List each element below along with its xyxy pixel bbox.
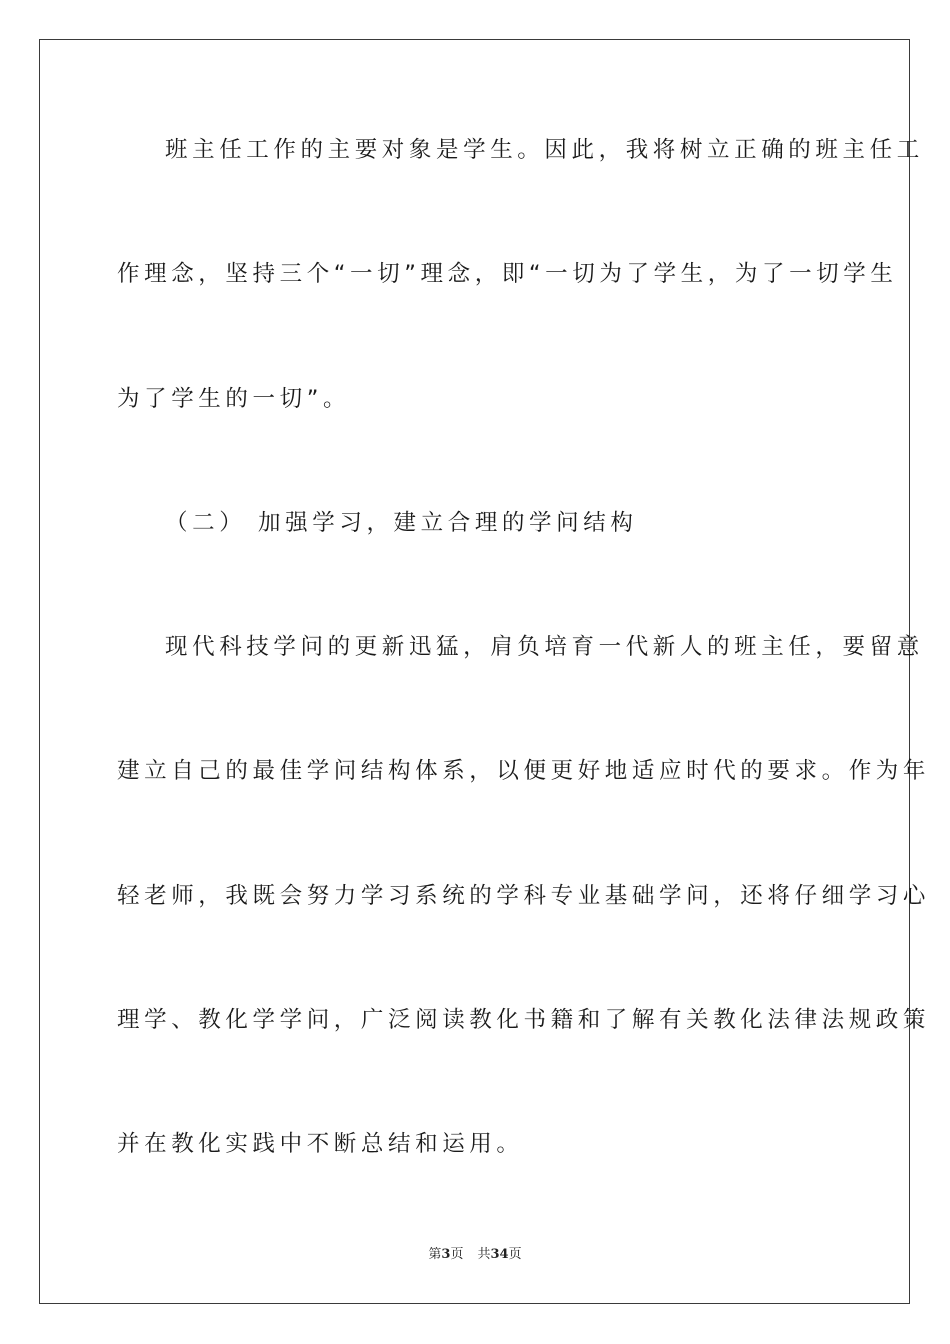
page-number: 3 [441,1247,451,1262]
paragraph-line-8: 理学、教化学学问，广泛阅读教化书籍和了解有关教化法律法规政策 [117,1007,931,1033]
paragraph-line-6: 建立自己的最佳学问结构体系，以便更好地适应时代的要求。作为年 [117,758,931,784]
total-pages: 34 [490,1247,509,1262]
paragraph-line-9: 并在教化实践中不断总结和运用。 [117,1131,524,1157]
paragraph-line-2: 作理念，坚持三个“一切”理念，即“一切为了学生，为了一切学生 [117,261,898,287]
paragraph-line-1: 班主任工作的主要对象是学生。因此，我将树立正确的班主任工 [165,137,924,163]
total-suffix: 页 [508,1247,522,1262]
paragraph-line-7: 轻老师，我既会努力学习系统的学科专业基础学问，还将仔细学习心 [117,883,931,909]
section-heading: （二） 加强学习，建立合理的学问结构 [165,510,638,536]
paragraph-line-5: 现代科技学问的更新迅猛，肩负培育一代新人的班主任，要留意 [165,634,924,660]
paragraph-line-3: 为了学生的一切”。 [117,386,351,412]
page-prefix: 第 [428,1247,442,1262]
page-suffix: 页 [450,1247,464,1262]
page-border [39,39,931,1304]
page-footer [0,1245,950,1265]
total-prefix: 共 [477,1247,491,1262]
